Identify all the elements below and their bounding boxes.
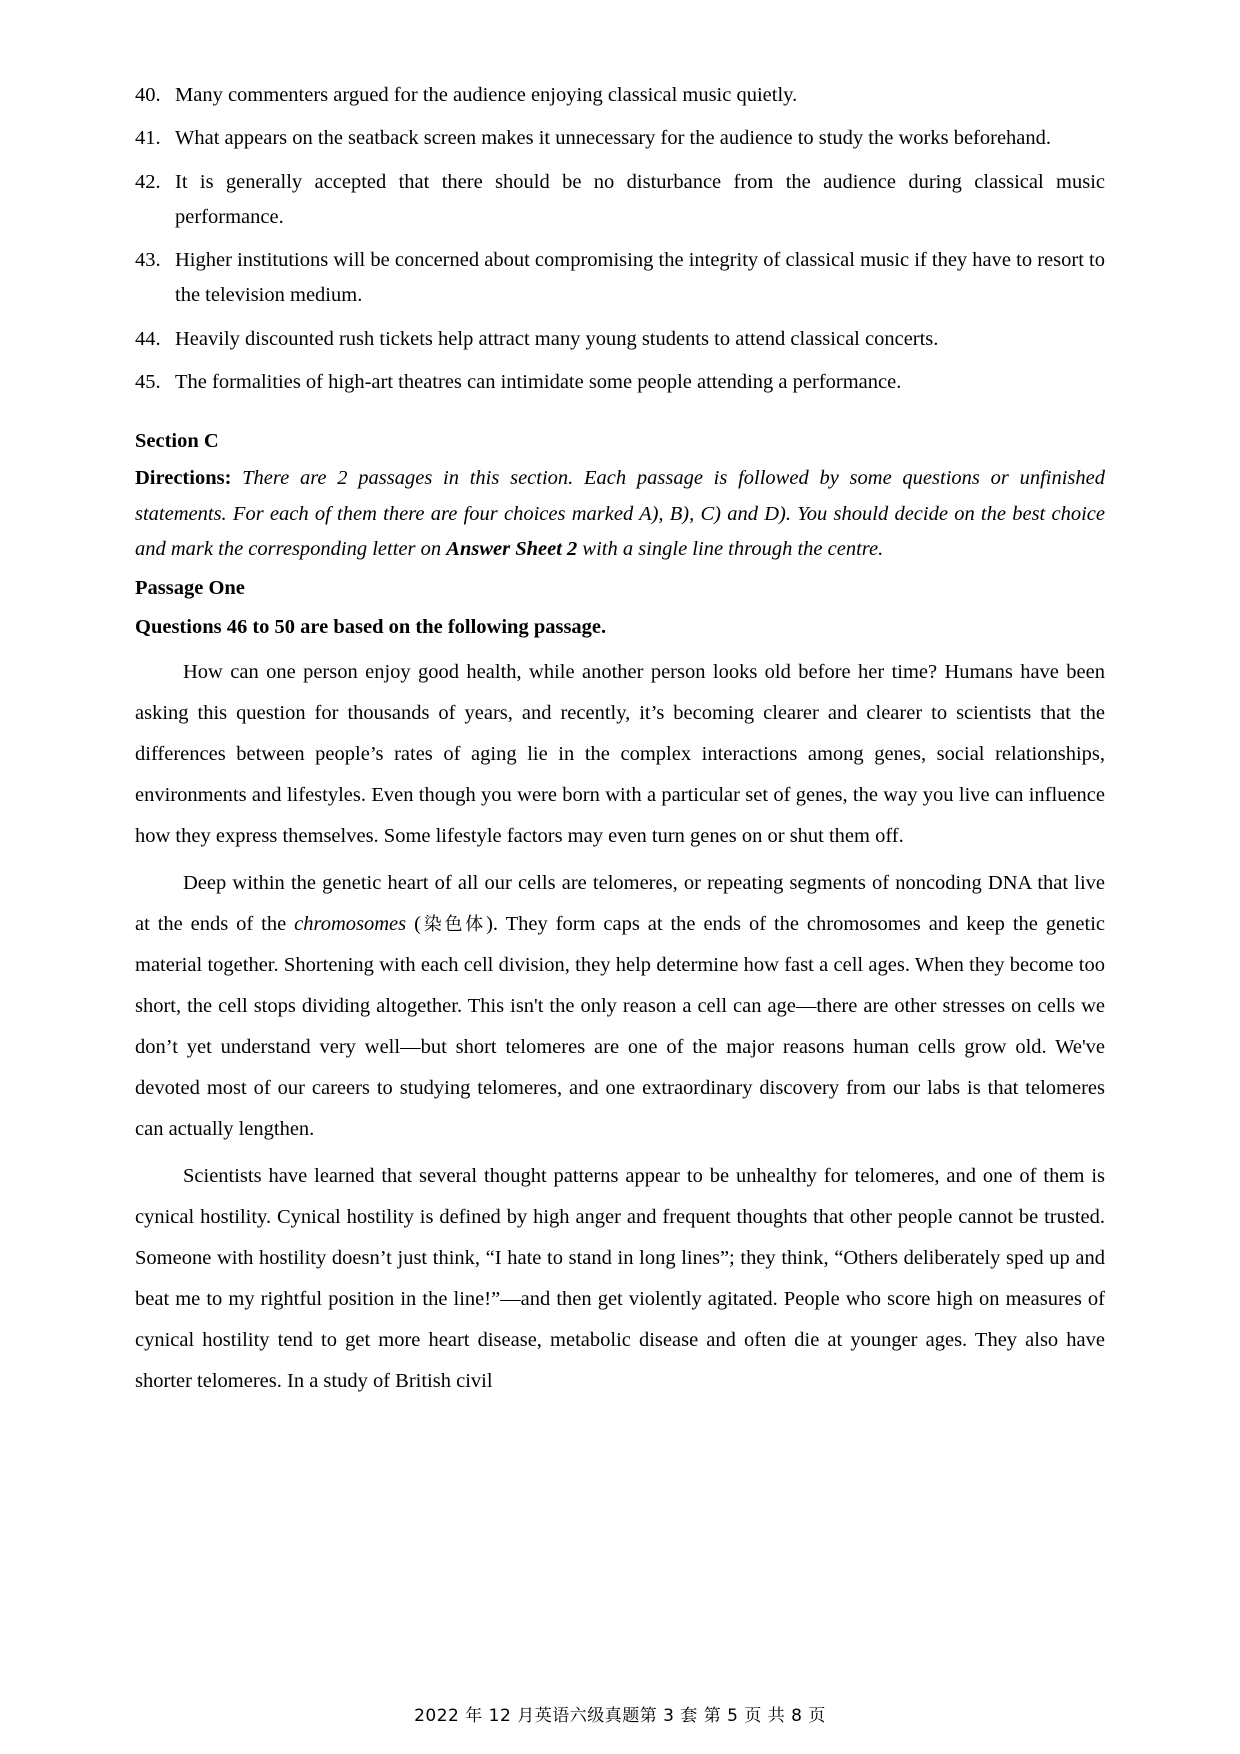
statement-text: It is generally accepted that there should be no disturbance from the audience during classical music performance. <box>175 170 1105 228</box>
directions-label: Directions: <box>135 467 232 490</box>
passage-paragraph-3: Scientists have learned that several thought patterns appear to be unhealthy for telomeres, and one of them is cynical hostility. Cynical hostility is defined by high anger and frequent thoughts that other people cannot be trusted. Someone with hostility doesn’t just think, “I hate to stand in long lines”; they think, “Others deliberately sped up and beat me to my rightful position in the line!”—and then get violently agitated. People who score high on measures of cynical hostility tend to get more heart disease, metabolic disease and often die at younger ages. They also have shorter telomeres. In a study of British civil <box>135 1164 1105 1392</box>
paragraph-segment-plain: ( <box>406 912 421 935</box>
term-chromosomes: chromosomes <box>294 912 407 935</box>
statement-text: The formalities of high-art theatres can intimidate some people attending a performance. <box>175 370 902 393</box>
page-footer: 2022 年 12 月英语六级真题第 3 套 第 5 页 共 8 页 <box>414 1706 826 1726</box>
section-heading: Section C <box>135 430 219 452</box>
paragraph-segment-plain: ). They form caps at the ends of the chromosomes and keep the genetic material together. Shortening with each cell division, they help determine how fast a cell ages. When they become too short, the cell stops dividing altogether. This isn't the only reason a cell can age—there are other stresses on cells we don’t yet understand very well—but short telomeres are one of the major reasons human cells grow old. We've devoted most of our careers to studying telomeres, and one extraordinary discovery from our labs is that telomeres can actually lengthen. <box>135 912 1106 1140</box>
passage-paragraph-2 <box>135 863 1105 1150</box>
passage-title: Passage One <box>135 577 245 599</box>
list-item <box>135 78 1105 113</box>
chinese-gloss-chromosome: 染色体 <box>420 913 487 935</box>
statement-number: 44. <box>135 327 161 350</box>
list-item <box>135 165 1105 236</box>
statement-list <box>135 78 1105 400</box>
statement-number: 40. <box>135 84 161 106</box>
statement-number: 43. <box>135 249 161 271</box>
questions-range-heading: Questions 46 to 50 are based on the following passage. <box>135 616 607 639</box>
list-item <box>135 322 1105 357</box>
paragraph-segment-plain: Deep within the genetic heart of all our cells are telomeres, or repeating segments of noncoding DNA that live at the ends of the <box>135 871 1105 935</box>
statement-text: Many commenters argued for the audience enjoying classical music quietly. <box>175 84 798 106</box>
list-item <box>135 121 1105 156</box>
list-item <box>135 243 1105 314</box>
directions-text-part2: with a single line through the centre. <box>577 537 884 560</box>
statement-number: 45. <box>135 370 161 393</box>
directions-text-part1: There are 2 passages in this section. Each passage is followed by some questions or unfinished statements. For each of them there are four choices marked A), B), C) and D). You should decide on the best choice and mark the corresponding letter on <box>135 467 1105 560</box>
statement-text: Higher institutions will be concerned about compromising the integrity of classical music if they have to resort to the television medium. <box>175 249 1105 307</box>
answer-sheet-reference: Answer Sheet 2 <box>446 537 578 560</box>
directions-paragraph <box>135 461 1105 567</box>
statement-number: 42. <box>135 170 161 193</box>
statement-number: 41. <box>135 127 161 150</box>
passage-paragraph-1: How can one person enjoy good health, while another person looks old before her time? Humans have been asking this question for thousands of years, and recently, it’s becoming clearer and clearer to scientists that the differences between people’s rates of aging lie in the complex interactions among genes, social relationships, environments and lifestyles. Even though you were born with a particular set of genes, the way you live can influence how they express themselves. Some lifestyle factors may even turn genes on or shut them off. <box>135 660 1105 847</box>
statement-text: Heavily discounted rush tickets help attract many young students to attend classical concerts. <box>175 327 939 350</box>
list-item <box>135 365 1105 400</box>
statement-text: What appears on the seatback screen makes it unnecessary for the audience to study the works beforehand. <box>175 127 1052 150</box>
